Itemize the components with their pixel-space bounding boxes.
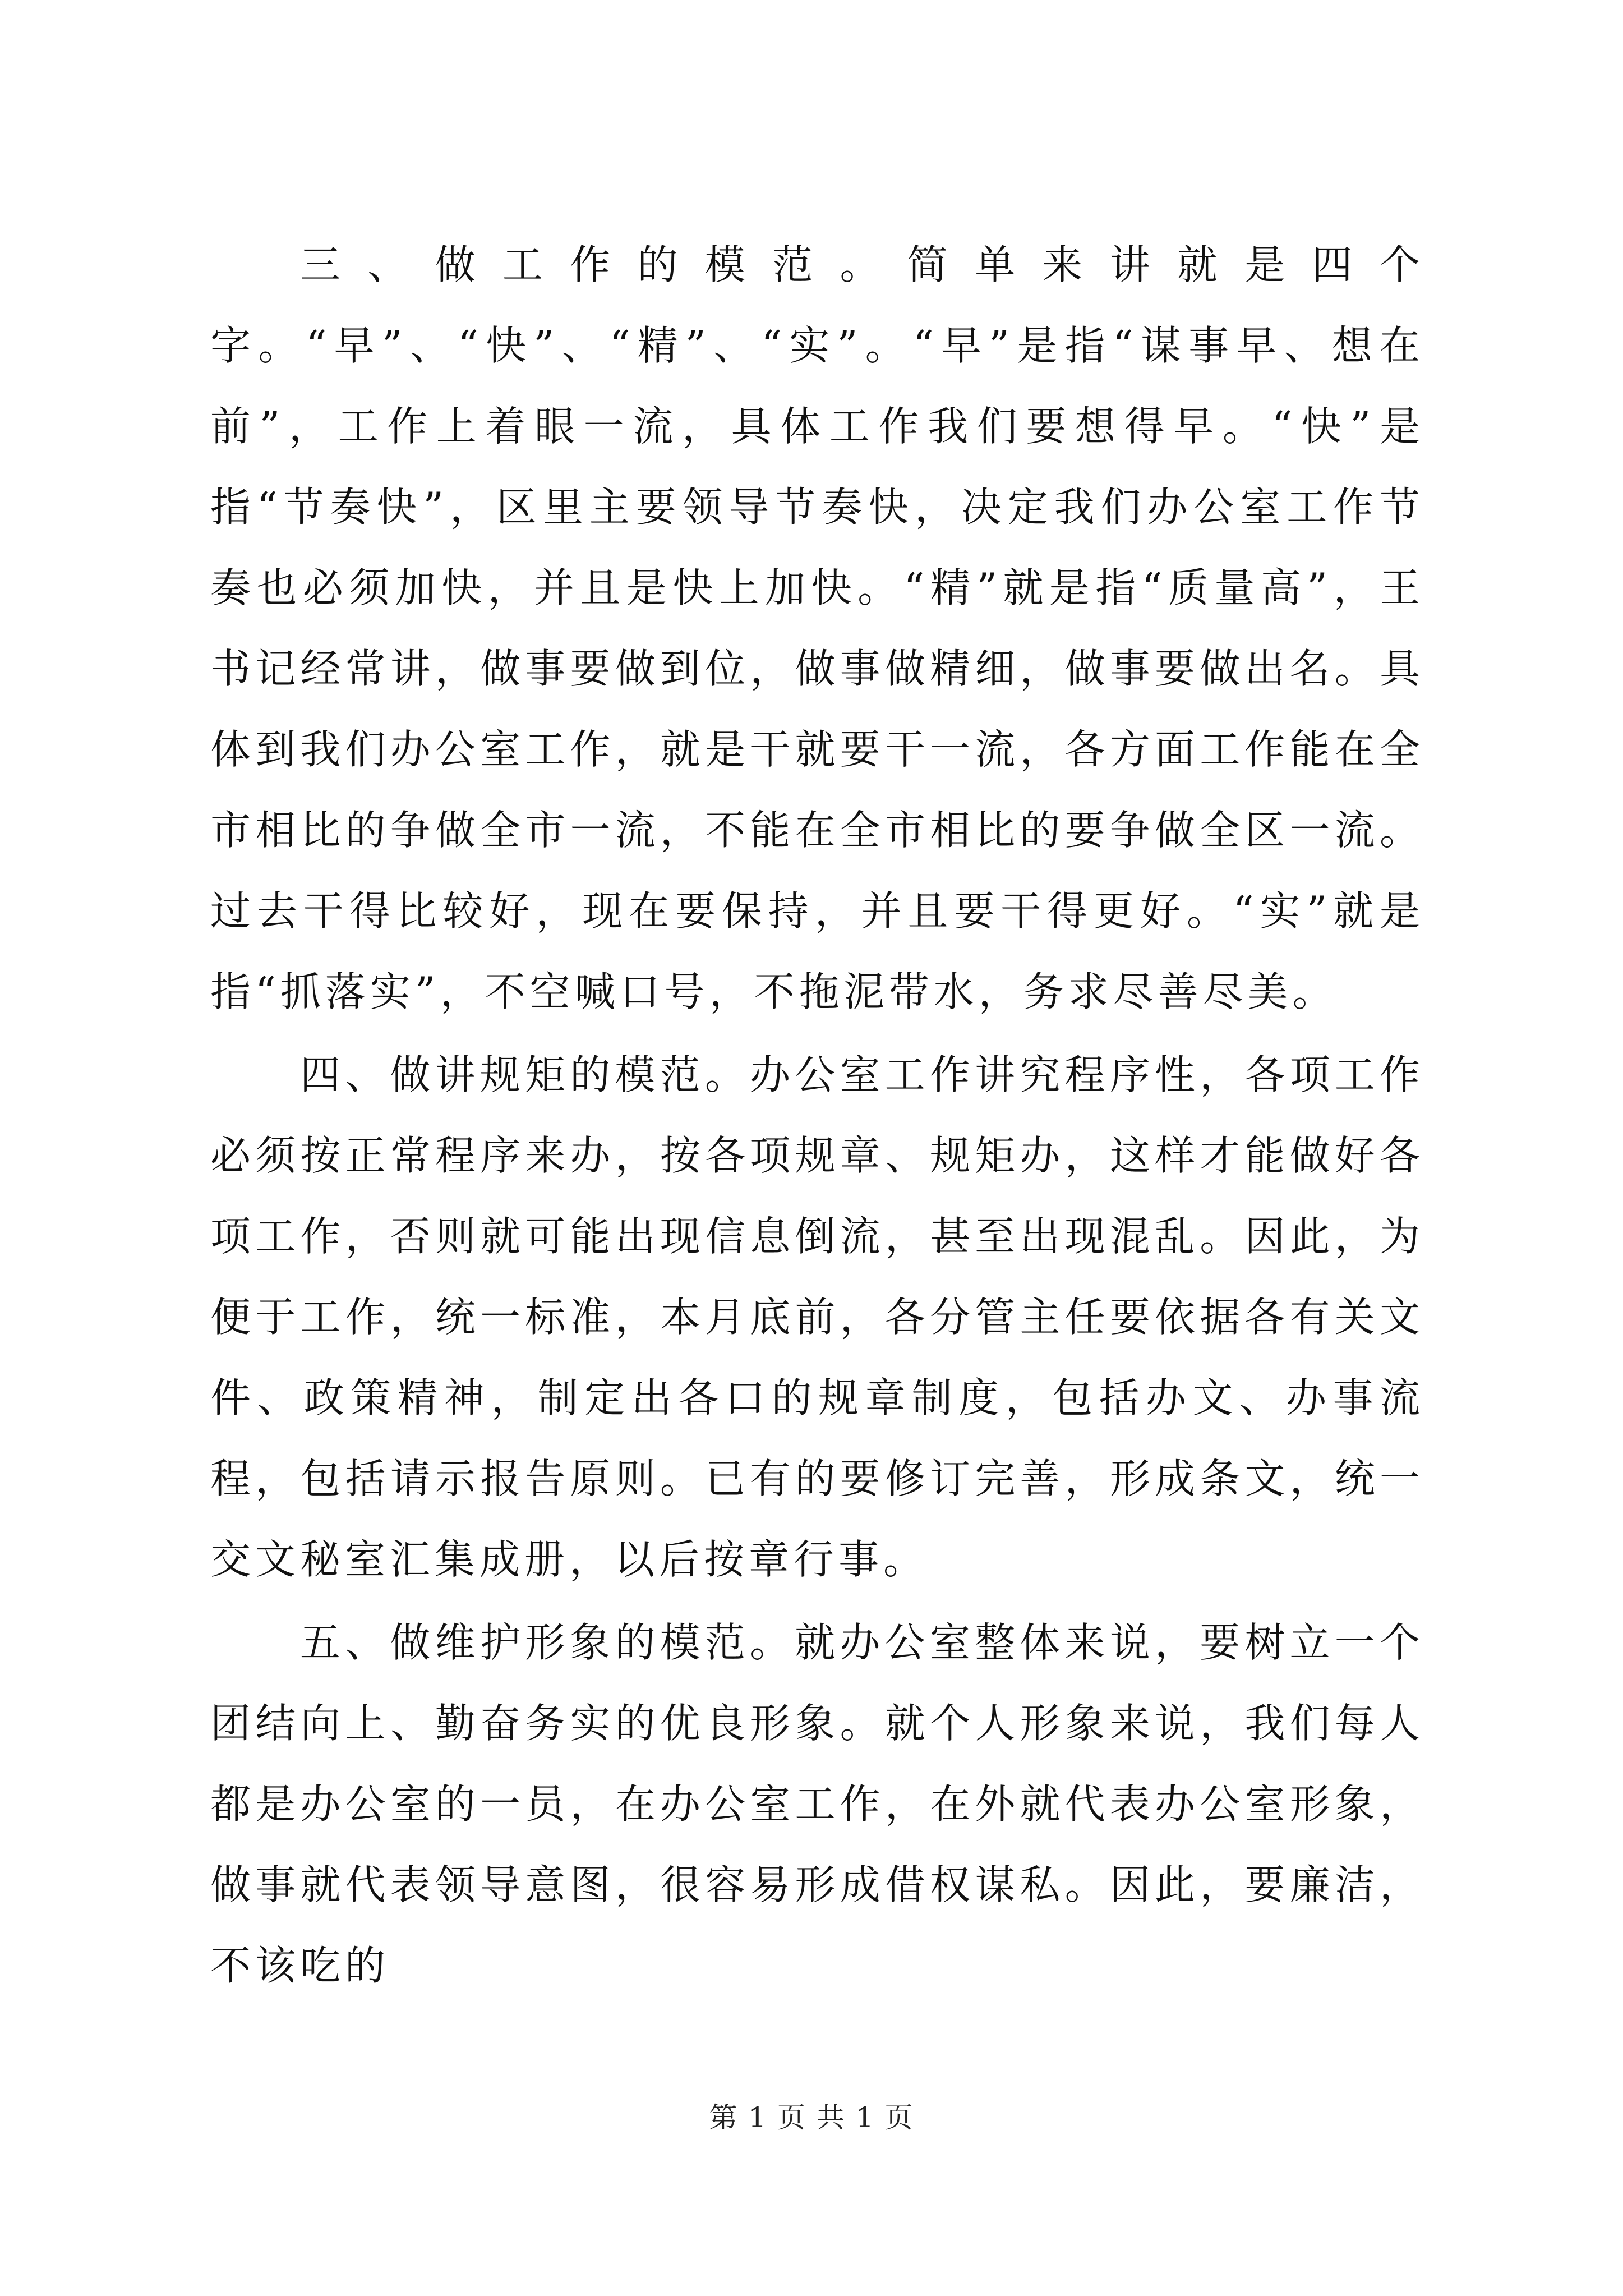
paragraph-section-4: 四、做讲规矩的模范。办公室工作讲究程序性，各项工作必须按正常程序来办，按各项规章、规矩办，这样才能做好各项工作，否则就可能出现信息倒流，甚至出现混乱。因此，为便于工作，统一标准，本月底前，各分管主任要依据各有关文件、政策精神，制定出各口的规章制度，包括办文、办事流程，包括请示报告原则。已有的要修订完善，形成条文，统一交文秘室汇集成册，以后按章行事。	[210, 1051, 1424, 1583]
paragraph-section-5: 五、做维护形象的模范。就办公室整体来说，要树立一个团结向上、勤奋务实的优良形象。就个人形象来说，我们每人都是办公室的一员，在办公室工作，在外就代表办公室形象，做事就代表领导意图，很容易形成借权谋私。因此，要廉洁，不该吃的	[210, 1619, 1424, 1989]
page-number-footer: 第 1 页 共 1 页	[709, 2101, 914, 2134]
paragraph-section-3: 三、做工作的模范。简单来讲就是四个字。“早”、“快”、“精”、“实”。“早”是指“谋事早、想在前”，工作上着眼一流，具体工作我们要想得早。“快”是指“节奏快”，区里主要领导节奏快，决定我们办公室工作节奏也必须加快，并且是快上加快。“精”就是指“质量高”，王书记经常讲，做事要做到位，做事做精细，做事要做出名。具体到我们办公室工作，就是干就要干一流，各方面工作能在全市相比的争做全市一流，不能在全市相比的要争做全区一流。过去干得比较好，现在要保持，并且要干得更好。“实”就是指“抓落实”，不空喊口号，不拖泥带水，务求尽善尽美。	[210, 241, 1424, 1015]
body-text	[210, 224, 1424, 2006]
